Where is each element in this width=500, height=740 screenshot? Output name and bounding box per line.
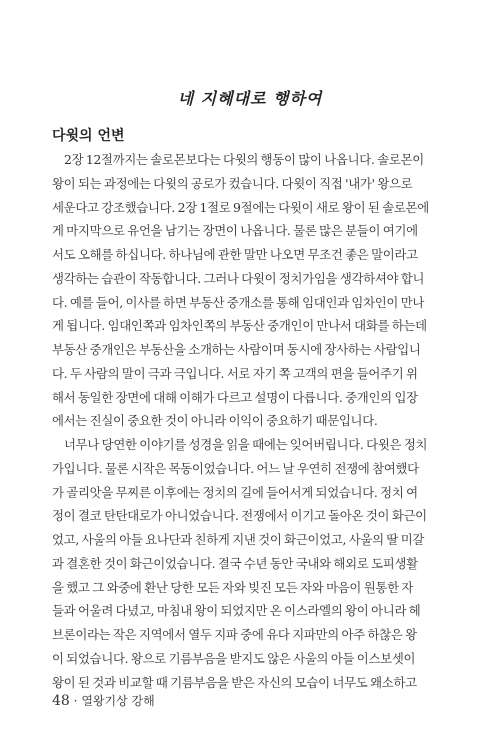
- page-number: 48: [52, 693, 70, 709]
- body-text: [52, 148, 450, 694]
- footer-separator: ·: [73, 694, 78, 708]
- text-line: 가입니다. 물론 시작은 목동이었습니다. 어느 날 우연히 전쟁에 참여했다: [52, 460, 419, 476]
- text-line: 다. 두 사람의 말이 극과 극입니다. 서로 자기 쪽 고객의 편을 들어주기 위: [52, 365, 418, 381]
- text-line: 2장 12절까지는 솔로몬보다는 다윗의 행동이 많이 나옵니다. 솔로몬이: [64, 152, 424, 167]
- text-line: 너무나 당연한 이야기를 성경을 읽을 때에는 잊어버립니다. 다윗은 정치: [64, 437, 428, 452]
- section-heading: 다윗의 언변: [52, 128, 125, 144]
- text-line: 가 골리앗을 무찌른 이후에는 정치의 길에 들어서게 되었습니다. 정치 여: [52, 484, 418, 500]
- text-line: 왕이 되는 과정에는 다윗의 공로가 컸습니다. 다윗이 직접 '내가' 왕으로: [52, 175, 413, 191]
- text-line: 들과 어울려 다녔고, 마침내 왕이 되었지만 온 이스라엘의 왕이 아니라 헤: [52, 603, 421, 619]
- text-line: 정이 결코 탄탄대로가 아니었습니다. 전쟁에서 이기고 돌아온 것이 화근이: [52, 508, 427, 524]
- book-title: 열왕기상 강해: [81, 694, 155, 708]
- text-line: 을 했고 그 와중에 환난 당한 모든 자와 빚진 모든 자와 마음이 원통한 자: [52, 579, 414, 595]
- text-line: 브론이라는 작은 지역에서 열두 지파 중에 유다 지파만의 아주 하찮은 왕: [52, 627, 417, 642]
- paragraph-2: [52, 433, 450, 694]
- text-line: 이 되었습니다. 왕으로 기름부음을 받지도 않은 사울의 아들 이스보셋이: [52, 650, 416, 666]
- text-line: 게 됩니다. 임대인쪽과 임차인쪽의 부동산 중개인이 만나서 대화를 하는데: [52, 318, 427, 334]
- text-line: 에서는 진실이 중요한 것이 아니라 이익이 중요하기 때문입니다.: [52, 413, 378, 429]
- page-footer: [52, 692, 155, 709]
- text-line: 세운다고 강조했습니다. 2장 1절로 9절에는 다윗이 새로 왕이 된 솔로몬에: [52, 199, 429, 215]
- text-line: 게 마지막으로 유언을 남기는 장면이 나옵니다. 물론 많은 분들이 여기에: [52, 223, 418, 239]
- text-line: 다. 예를 들어, 이사를 하면 부동산 중개소를 통해 임대인과 임차인이 만나: [52, 294, 425, 310]
- text-line: 부동산 중개인은 부동산을 소개하는 사람이며 동시에 장사하는 사람입니: [52, 342, 421, 357]
- text-line: 해서 동일한 장면에 대해 이해가 다르고 설명이 다릅니다. 중개인의 입장: [52, 389, 418, 405]
- text-line: 었고, 사울의 아들 요나단과 친하게 지낸 것이 화근이었고, 사울의 딸 미갈: [52, 532, 425, 547]
- chapter-title: 네 지혜대로 행하여: [177, 89, 323, 108]
- text-line: 과 결혼한 것이 화근이었습니다. 결국 수년 동안 국내와 해외로 도피생활: [52, 555, 418, 571]
- text-line: 생각하는 습관이 작동합니다. 그러나 다윗이 정치가임을 생각하셔야 합니: [52, 270, 425, 286]
- text-line: 서도 오해를 하십니다. 하나님에 관한 말만 나오면 무조건 좋은 말이라고: [52, 247, 418, 262]
- text-line: 왕이 된 것과 비교할 때 기름부음을 받은 자신의 모습이 너무도 왜소하고: [52, 674, 417, 690]
- paragraph-1: [52, 148, 450, 433]
